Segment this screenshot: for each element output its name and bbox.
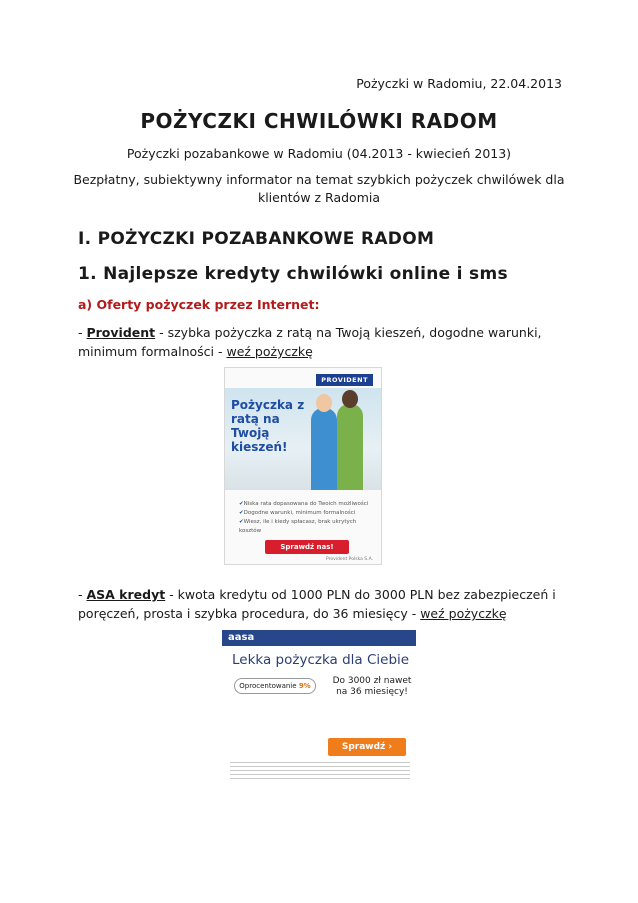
- rate-badge: [234, 678, 316, 694]
- person-head: [342, 390, 358, 408]
- section-heading: I. POŻYCZKI POZABANKOWE RADOM: [78, 229, 435, 249]
- banner-footer: Provident Polska S.A.: [325, 557, 373, 562]
- take-loan-link[interactable]: weź pożyczkę: [226, 344, 313, 359]
- take-loan-link[interactable]: weź pożyczkę: [420, 606, 507, 621]
- offer-prefix: -: [78, 587, 87, 602]
- offer-description: - szybka pożyczka z ratą na Twoją kieszeń, dogodne warunki, minimum formalności -: [78, 325, 542, 359]
- offers-heading: a) Oferty pożyczek przez Internet:: [78, 297, 320, 312]
- banner-asa[interactable]: [222, 630, 416, 784]
- date-line: Pożyczki w Radomiu, 22.04.2013: [356, 76, 562, 91]
- bullet-item: ✔ Dogodne warunki, minimum formalności: [239, 509, 375, 518]
- subsection-heading: 1. Najlepsze kredyty chwilówki online i sms: [78, 264, 508, 284]
- offer-provident: [78, 323, 558, 361]
- offer-description: - kwota kredytu od 1000 PLN do 3000 PLN bez zabezpieczeń i poręczeń, prosta i szybka procedura, do 36 miesięcy -: [78, 587, 556, 621]
- intro-text: Bezpłatny, subiektywny informator na temat szybkich pożyczek chwilówek dla klientów z Radomia: [73, 172, 565, 205]
- bullet-item: ✔ Wiesz, ile i kiedy spłacasz, brak ukrytych kosztów: [239, 518, 375, 536]
- person-figure: [337, 404, 363, 490]
- brand-link-asa[interactable]: ASA kredyt: [86, 587, 166, 602]
- fine-print: [230, 762, 410, 780]
- offer-asa: [78, 585, 558, 623]
- banner-headline: Lekka pożyczka dla Ciebie: [232, 652, 410, 668]
- banner-provident[interactable]: [224, 367, 382, 565]
- page-subtitle: Pożyczki pozabankowe w Radomiu (04.2013 - kwiecień 2013): [126, 146, 512, 161]
- person-head: [316, 394, 332, 412]
- rate-label: Oprocentowanie: [239, 682, 297, 690]
- brand-link-provident[interactable]: Provident: [86, 325, 156, 340]
- person-figure: [311, 408, 337, 490]
- provident-logo: PROVIDENT: [316, 374, 373, 386]
- amount-text: Do 3000 zł nawet na 36 miesięcy!: [332, 676, 412, 697]
- rate-value: 9%: [298, 682, 311, 690]
- page-title: POŻYCZKI CHWILÓWKI RADOM: [140, 109, 498, 133]
- check-us-button[interactable]: Sprawdź nas!: [265, 540, 349, 554]
- banner-bullets: [239, 500, 375, 536]
- banner-headline: Pożyczka z ratą na Twoją kieszeń!: [231, 398, 305, 454]
- offer-prefix: -: [78, 325, 87, 340]
- bullet-item: ✔ Niska rata dopasowana do Twoich możliwości: [239, 500, 375, 509]
- check-button[interactable]: Sprawdź ›: [328, 738, 406, 756]
- asa-logo: aasa: [228, 632, 255, 643]
